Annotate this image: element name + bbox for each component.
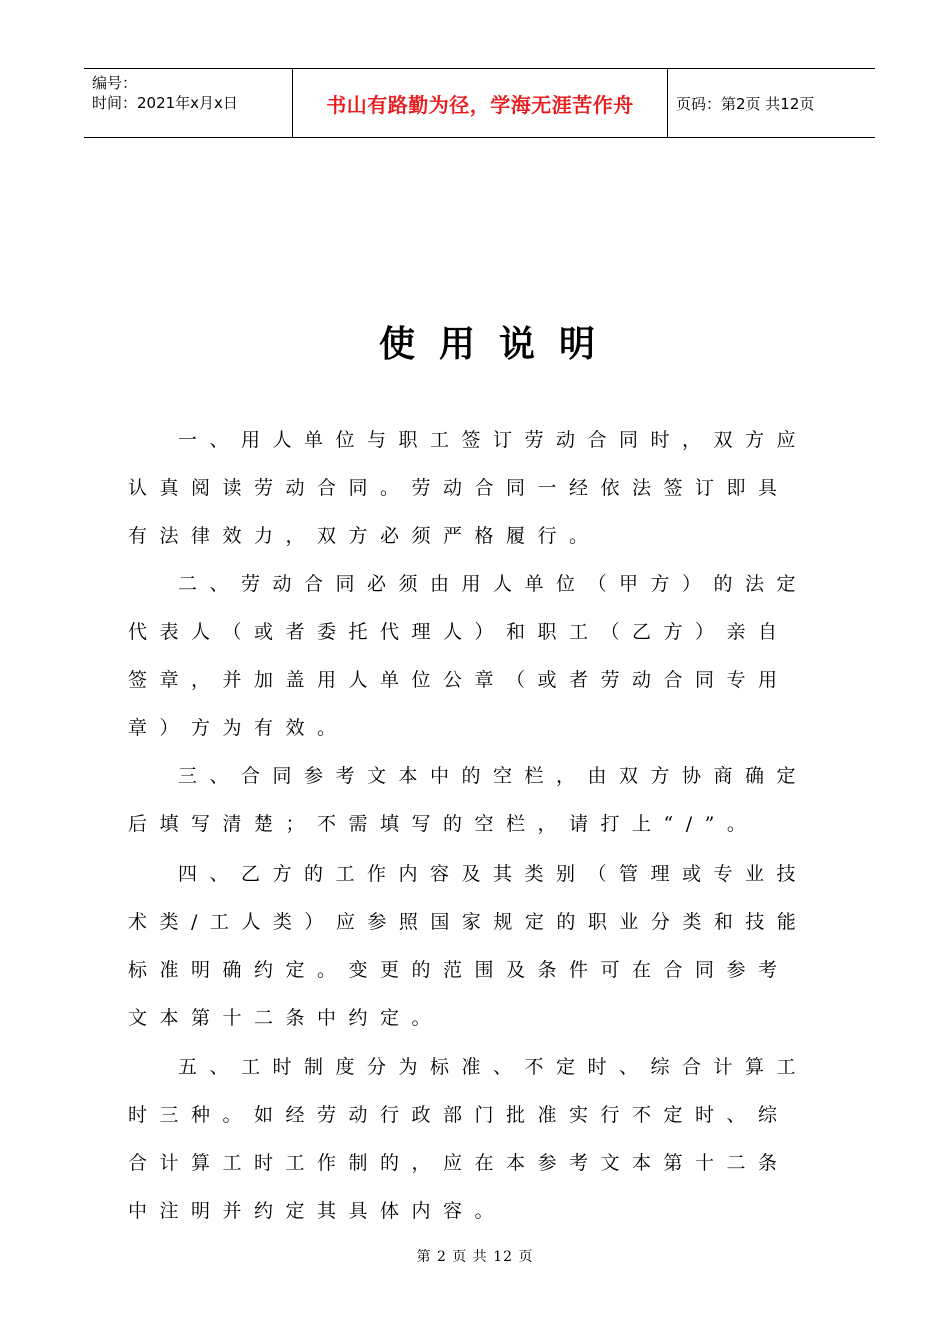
paragraph-3-line-2: 后填写清楚；不需填写的空栏，请打上“/”。	[128, 813, 759, 835]
header-meta	[84, 69, 293, 137]
paragraph-2-line-2: 代表人（或者委托代理人）和职工（乙方）亲自	[128, 621, 790, 643]
paragraph-5-line-2: 时三种。如经劳动行政部门批准实行不定时、综	[128, 1104, 790, 1126]
paragraph-4-line-1: 四、乙方的工作内容及其类别（管理或专业技	[178, 863, 809, 885]
paragraph-2-line-4: 章）方为有效。	[128, 717, 349, 739]
paragraph-1-line-3: 有法律效力，双方必须严格履行。	[128, 525, 601, 547]
header-time: 时间：2021年x月x日	[92, 94, 238, 112]
paragraph-4-line-3: 标准明确约定。变更的范围及条件可在合同参考	[128, 959, 790, 981]
paragraph-2-line-3: 签章，并加盖用人单位公章（或者劳动合同专用	[128, 669, 790, 691]
paragraph-3-line-1: 三、合同参考文本中的空栏，由双方协商确定	[178, 765, 809, 787]
paragraph-2-line-1: 二、劳动合同必须由用人单位（甲方）的法定	[178, 573, 809, 595]
document-header	[84, 68, 875, 138]
paragraph-5-line-3: 合计算工时工作制的，应在本参考文本第十二条	[128, 1152, 790, 1174]
page-footer: 第 2 页 共 12 页	[416, 1249, 534, 1265]
paragraph-1-line-2: 认真阅读劳动合同。劳动合同一经依法签订即具	[128, 477, 790, 499]
header-motto: 书山有路勤为径，学海无涯苦作舟	[293, 69, 668, 137]
header-number: 编号：	[92, 74, 138, 92]
paragraph-4-line-4: 文本第十二条中约定。	[128, 1007, 444, 1029]
page-title: 使用说明	[378, 323, 619, 365]
paragraph-5-line-4: 中注明并约定其具体内容。	[128, 1200, 507, 1222]
paragraph-1-line-1: 一、用人单位与职工签订劳动合同时，双方应	[178, 429, 809, 451]
paragraph-5-line-1: 五、工时制度分为标准、不定时、综合计算工	[178, 1056, 809, 1078]
paragraph-4-line-2: 术类/工人类）应参照国家规定的职业分类和技能	[128, 911, 809, 933]
header-page-info: 页码：第2页 共12页	[676, 94, 815, 113]
